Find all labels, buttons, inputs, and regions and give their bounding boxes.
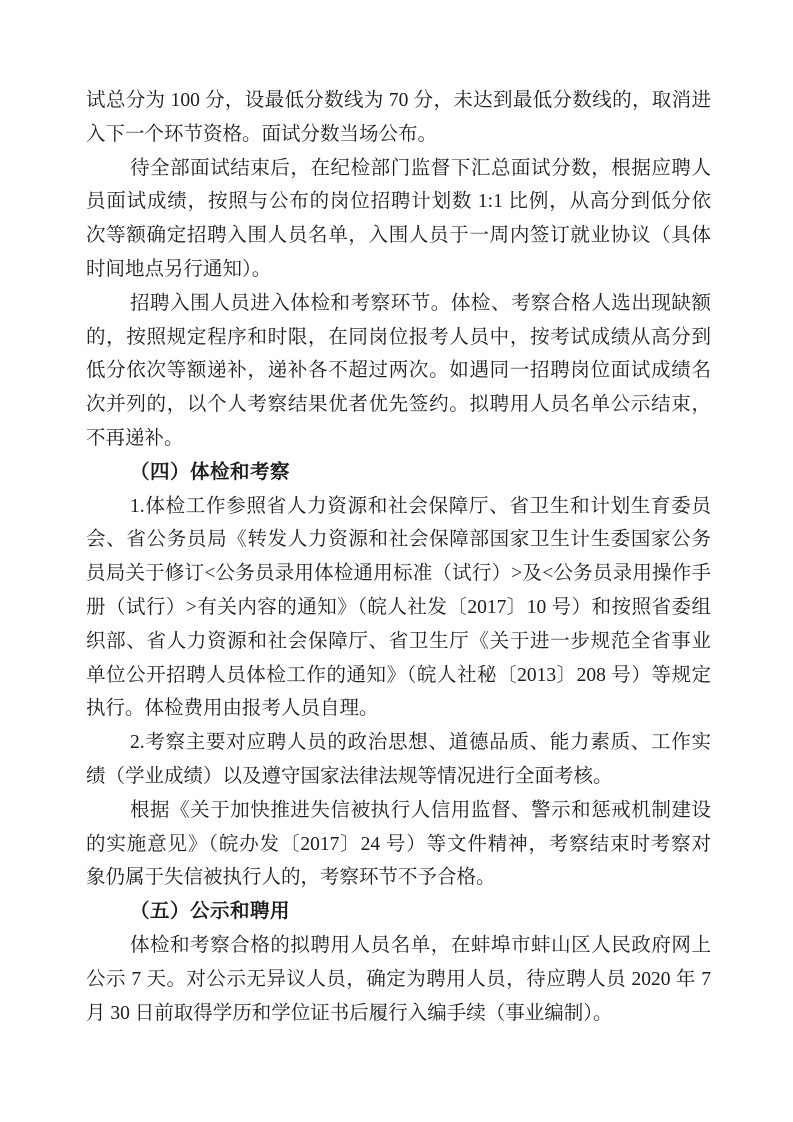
paragraph-shortlist-replacement — [86, 287, 711, 456]
text-line: 公示 7 天。对公示无异议人员，确定为聘用人员，待应聘人员 2020 年 7 — [86, 968, 711, 990]
text-line: 执行。体检费用由报考人员自理。 — [86, 698, 379, 720]
paragraph-score-summary — [86, 152, 711, 287]
text-line: 体检和考察合格的拟聘用人员名单，在蚌埠市蚌山区人民政府网上 — [130, 934, 711, 956]
section-heading-4 — [86, 456, 711, 490]
heading-line: （五）公示和聘用 — [130, 901, 291, 923]
text-line: 象仍属于失信被执行人的，考察环节不予合格。 — [86, 867, 496, 889]
text-line: 册（试行）>有关内容的通知》（皖人社发〔2017〕10 号）和按照省委组 — [86, 596, 711, 618]
text-line: 的实施意见》（皖办发〔2017〕24 号）等文件精神，考察结束时考察对 — [86, 833, 711, 855]
text-line: 会、省公务员局《转发人力资源和社会保障部国家卫生计生委国家公务 — [86, 529, 711, 551]
text-line: 次并列的，以个人考察结果优者优先签约。拟聘用人员名单公示结束， — [86, 394, 711, 416]
text-line: 不再递补。 — [86, 427, 184, 449]
text-line: 的，按照规定程序和时限，在同岗位报考人员中，按考试成绩从高分到 — [86, 326, 711, 348]
paragraph-physical-exam — [86, 490, 711, 727]
text-line: 试总分为 100 分，设最低分数线为 70 分，未达到最低分数线的，取消进 — [86, 90, 711, 111]
text-line: 次等额确定招聘入围人员名单，入围人员于一周内签订就业协议（具体 — [86, 225, 711, 247]
text-line: 织部、省人力资源和社会保障厅、省卫生厅《关于进一步规范全省事业 — [86, 630, 711, 652]
text-line: 待全部面试结束后，在纪检部门监督下汇总面试分数，根据应聘人 — [130, 157, 711, 179]
paragraph-interview-score — [86, 84, 711, 152]
heading-line: （四）体检和考察 — [130, 461, 291, 483]
text-line: 员局关于修订<公务员录用体检通用标准（试行）>及<公务员录用操作手 — [86, 563, 711, 585]
paragraph-publicity-employment — [86, 929, 711, 1030]
text-line: 单位公开招聘人员体检工作的通知》（皖人社秘〔2013〕208 号）等规定 — [86, 664, 711, 686]
text-line: 时间地点另行通知）。 — [86, 258, 272, 280]
text-line: 月 30 日前取得学历和学位证书后履行入编手续（事业编制）。 — [86, 1002, 613, 1024]
text-line: 低分依次等额递补，递补各不超过两次。如遇同一招聘岗位面试成绩名 — [86, 360, 711, 382]
paragraph-inspection — [86, 726, 711, 794]
text-line: 入下一个环节资格。面试分数当场公布。 — [86, 123, 438, 145]
paragraph-dishonest-executee — [86, 794, 711, 895]
document-content — [86, 84, 711, 1030]
text-line: 2.考察主要对应聘人员的政治思想、道德品质、能力素质、工作实 — [130, 732, 711, 754]
text-line: 员面试成绩，按照与公布的岗位招聘计划数 1:1 比例，从高分到低分依 — [86, 191, 711, 213]
text-line: 绩（学业成绩）以及遵守国家法律法规等情况进行全面考核。 — [86, 765, 613, 787]
text-line: 招聘入围人员进入体检和考察环节。体检、考察合格人选出现缺额 — [130, 292, 711, 314]
section-heading-5 — [86, 895, 711, 929]
text-line: 根据《关于加快推进失信被执行人信用监督、警示和惩戒机制建设 — [130, 799, 711, 821]
text-line: 1.体检工作参照省人力资源和社会保障厅、省卫生和计划生育委员 — [130, 495, 711, 517]
